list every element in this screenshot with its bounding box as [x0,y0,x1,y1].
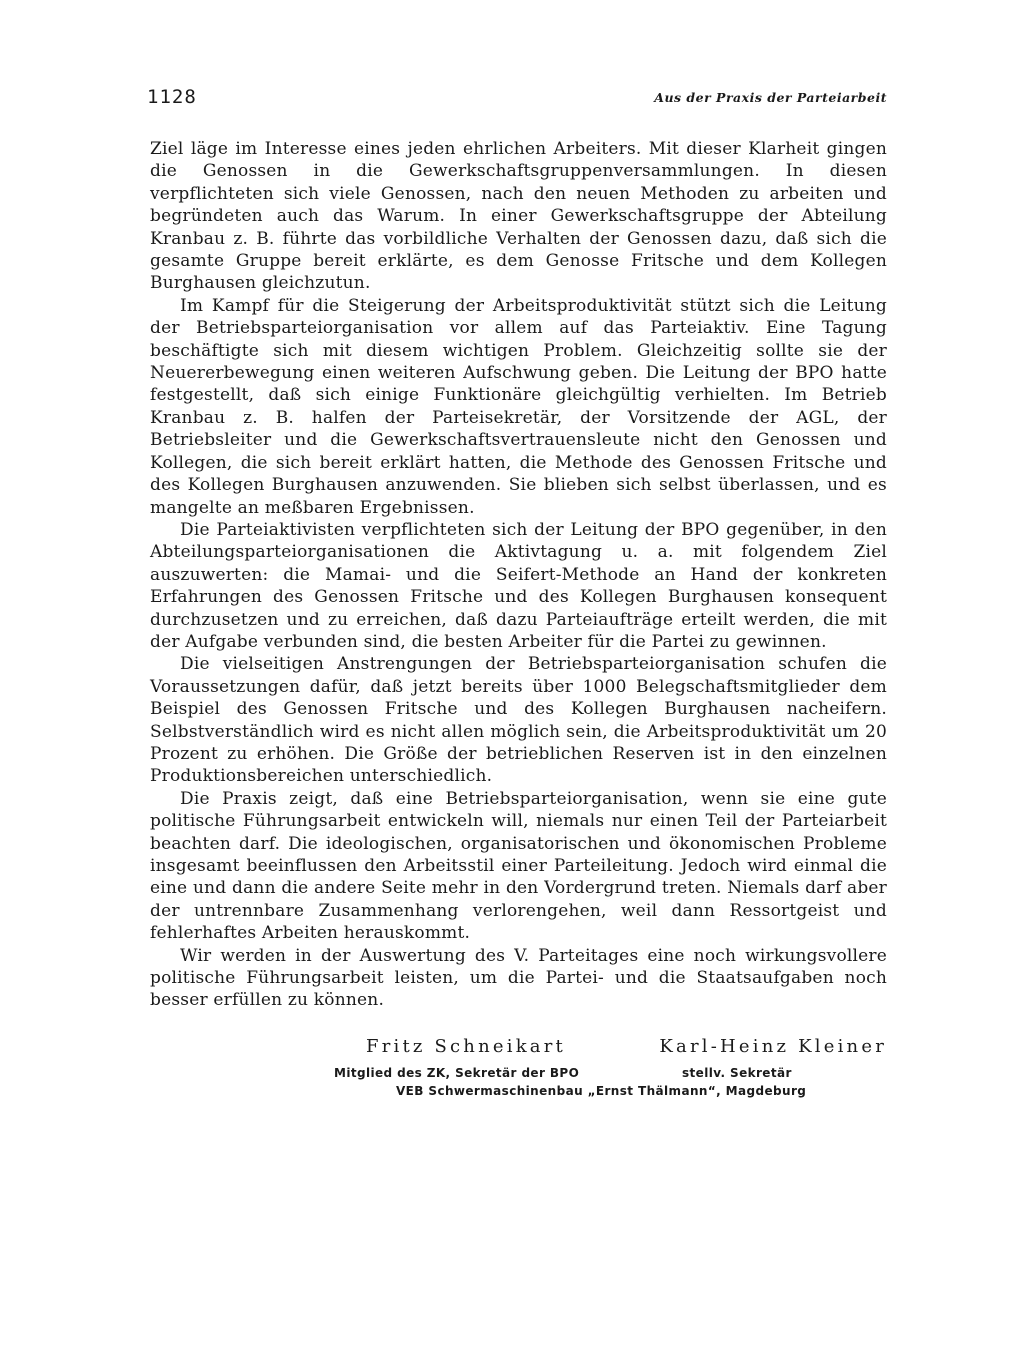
author-name-2: Karl-Heinz Kleiner [659,1036,887,1057]
running-title: Aus der Praxis der Parteiarbeit [654,90,887,105]
paragraph-1: Ziel läge im Interesse eines jeden ehrlichen Arbeiters. Mit dieser Klarheit gingen die Genossen in die Gewerkschaftsgruppenversammlungen. In diesen verpflichteten sich viele Genossen, nach den neuen Methoden zu arbeiten und begründeten auch das Warum. In einer Gewerkschaftsgruppe der Abteilung Kranbau z. B. führte das vorbildliche Verhalten der Genossen dazu, daß sich die gesamte Gruppe bereit erklärte, es dem Genosse Fritsche und dem Kollegen Burghausen gleichzutun. [150,139,887,294]
paragraph-5: Die Praxis zeigt, daß eine Betriebsparteiorganisation, wenn sie eine gute politische Führungsarbeit entwickeln will, niemals nur einen Teil der Parteiarbeit beachten darf. Die ideologischen, organisatorischen und ökonomischen Probleme insgesamt beeinflussen den Arbeitsstil einer Parteileitung. Jedoch wird einmal die eine und dann die andere Seite mehr in den Vordergrund treten. Niemals darf aber der untrennbare Zusammenhang verlorengehen, weil dann Ressortgeist und fehlerhaftes Arbeiten herauskommt. [150,788,887,944]
author-role-1: Mitglied des ZK, Sekretär der BPO [334,1066,580,1080]
page-number: 1128 [147,86,197,108]
signature-block [150,1036,887,1106]
paragraph-6: Wir werden in der Auswertung des V. Parteitages eine noch wirkungsvollere politische Führungsarbeit leisten, um die Partei- und die Staatsaufgaben noch besser erfüllen zu können. [150,945,887,1011]
paragraph-2: Im Kampf für die Steigerung der Arbeitsproduktivität stützt sich die Leitung der Betriebsparteiorganisation vor allem auf das Parteiaktiv. Eine Tagung beschäftigte sich mit diesem wichtigen Problem. Gleichzeitig sollte sie der Neuererbewegung einen weiteren Aufschwung geben. Die Leitung der BPO hatte festgestellt, daß sich einige Funktionäre gleichgültig verhielten. Im Betrieb Kranbau z. B. halfen der Parteisekretär, der Vorsitzende der AGL, der Betriebsleiter und die Gewerkschaftsvertrauensleute nicht den Genossen und Kollegen, die sich bereit erklärt hatten, die Methode des Genossen Fritsche und des Kollegen Burghausen anzuwenden. Sie blieben sich selbst überlassen, und es mangelte an meßbaren Ergebnissen. [150,295,887,518]
organization-line: VEB Schwermaschinenbau „Ernst Thälmann“, Magdeburg [396,1084,807,1098]
page-header [147,86,887,114]
paragraph-3: Die Parteiaktivisten verpflichteten sich der Leitung der BPO gegenüber, in den Abteilungsparteiorganisationen die Aktivtagung u. a. mit folgendem Ziel auszuwerten: die Mamai- und die Seifert-Methode an Hand der konkreten Erfahrungen des Genossen Fritsche und des Kollegen Burghausen konsequent durchzusetzen und zu erreichen, daß dazu Parteiaufträge erteilt werden, die mit der Aufgabe verbunden sind, die besten Arbeiter für die Partei zu gewinnen. [150,519,887,652]
author-role-2: stellv. Sekretär [682,1066,792,1080]
paragraph-4: Die vielseitigen Anstrengungen der Betriebsparteiorganisation schufen die Voraussetzungen dafür, daß jetzt bereits über 1000 Belegschaftsmitglieder dem Beispiel des Genossen Fritsche und des Kollegen Burghausen nacheifern. Selbstverständlich wird es nicht allen möglich sein, die Arbeitsproduktivität um 20 Prozent zu erhöhen. Die Größe der betrieblichen Reserven ist in den einzelnen Produktionsbereichen unterschiedlich. [150,654,887,787]
article-body [150,138,887,1012]
author-name-1: Fritz Schneikart [366,1036,566,1057]
